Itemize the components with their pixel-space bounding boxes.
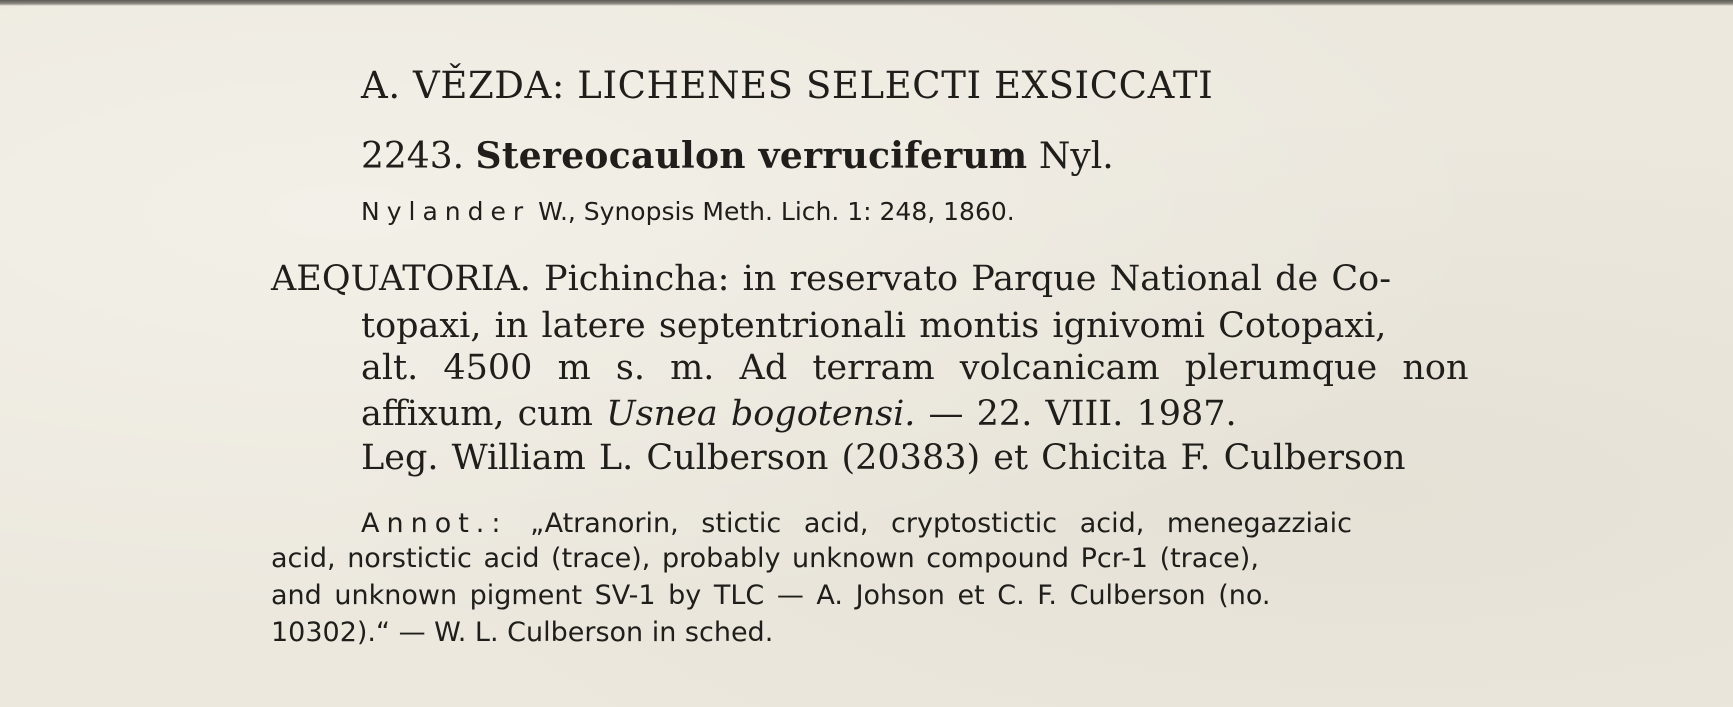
collection-date: — 22. VIII. 1987. <box>928 394 1237 434</box>
collectors-line: Leg. William L. Culberson (20383) et Chicita F. Culberson <box>361 438 1406 478</box>
species-name: Stereocaulon verruciferum <box>475 135 1028 177</box>
annotation-line-4: 10302).“ — W. L. Culberson in sched. <box>271 617 774 648</box>
species-author: Nyl. <box>1038 136 1114 177</box>
locality-line-4 <box>361 394 1237 434</box>
locality-line-1: AEQUATORIA. Pichincha: in reservato Parque National de Co- <box>271 259 1392 299</box>
annotation-label: Annot.: <box>361 508 508 539</box>
exsiccate-number: 2243. <box>361 136 465 177</box>
annotation-line-1 <box>361 510 1352 537</box>
locality-line-3: alt. 4500 m s. m. Ad terram volcanicam plerumque non <box>361 348 1469 388</box>
annotation-line-3: and unknown pigment SV-1 by TLC — A. Johson et C. F. Culberson (no. <box>271 580 1271 611</box>
locality-line-2: topaxi, in latere septentrionali montis ignivomi Cotopaxi, <box>361 306 1387 346</box>
locality-substrate: affixum, cum <box>361 394 593 434</box>
reference-citation: W., Synopsis Meth. Lich. 1: 248, 1860. <box>538 197 1015 226</box>
series-header: A. VĚZDA: LICHENES SELECTI EXSICCATI <box>361 64 1214 107</box>
top-edge-shadow <box>0 0 1733 6</box>
species-line <box>361 135 1114 177</box>
annotation-line-2: acid, norstictic acid (trace), probably unknown compound Pcr-1 (trace), <box>271 543 1259 574</box>
associated-species: Usnea bogotensi. <box>606 394 916 434</box>
reference-author: Nylander <box>361 197 531 226</box>
annotation-text-1: „Atranorin, stictic acid, cryptostictic acid, menegazziaic <box>530 508 1352 539</box>
reference-line <box>361 199 1015 224</box>
